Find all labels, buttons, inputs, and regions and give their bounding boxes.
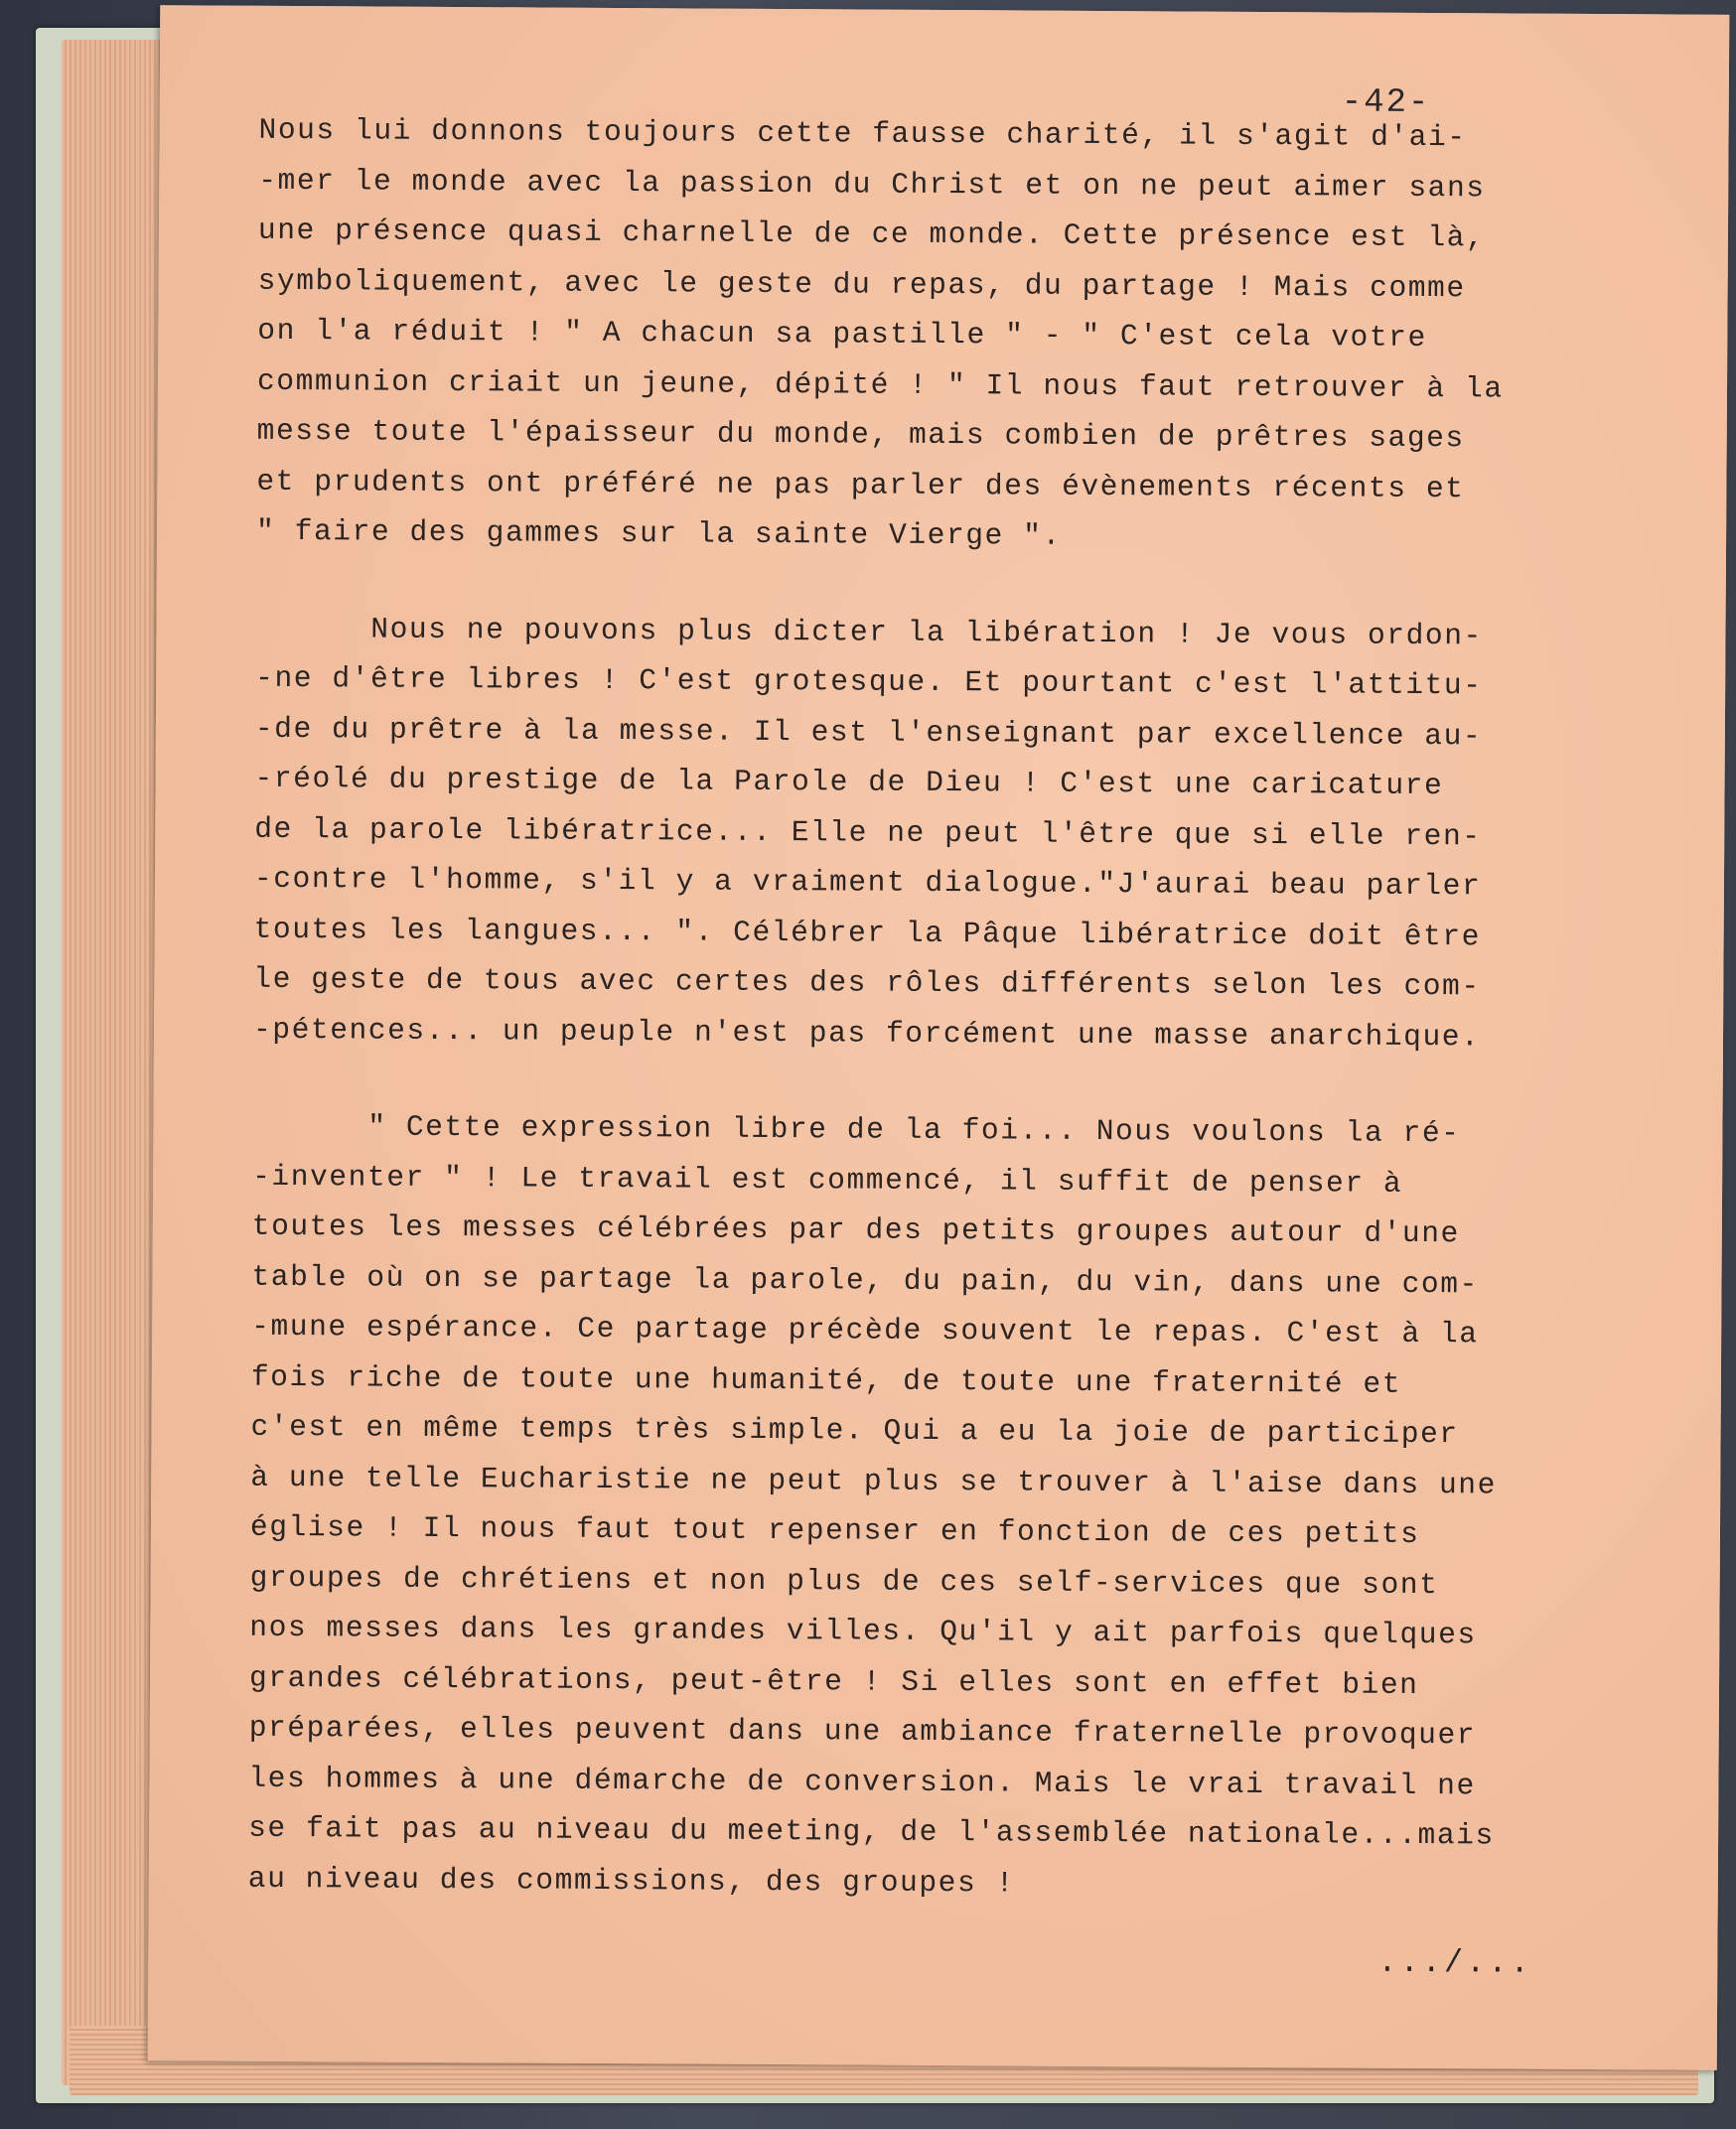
paragraph-3 <box>248 1101 1624 1912</box>
text-line: église ! Il nous faut tout repenser en fonction de ces petits <box>249 1509 1420 1551</box>
text-line: Nous ne pouvons plus dicter la libération ! Je vous ordon- <box>255 611 1483 652</box>
text-line: préparées, elles peuvent dans une ambiance fraternelle provoquer <box>248 1710 1477 1753</box>
text-line: -contre l'homme, s'il y a vraiment dialogue."J'aurai beau parler <box>253 861 1482 904</box>
page-number: -42- <box>1341 83 1431 123</box>
page-body <box>247 105 1629 1958</box>
text-line: et prudents ont préféré ne pas parler des évènements récents et <box>256 464 1465 505</box>
text-line: nos messes dans les grandes villes. Qu'il y ait parfois quelques <box>249 1610 1477 1652</box>
text-line: -ne d'être libres ! C'est grotesque. Et pourtant c'est l'attitu- <box>255 660 1483 703</box>
text-line: -pétences... un peuple n'est pas forcément une masse anarchique. <box>252 1012 1481 1054</box>
text-line: -réolé du prestige de la Parole de Dieu ! C'est une caricature <box>254 761 1444 803</box>
text-line: communion criait un jeune, dépité ! " Il nous faut retrouver à la <box>256 363 1504 405</box>
text-line: on l'a réduit ! " A chacun sa pastille " - " C'est cela votre <box>257 313 1427 355</box>
typewritten-page <box>148 5 1730 2070</box>
text-line: les hommes à une démarche de conversion. Mais le vrai travail ne <box>248 1761 1476 1802</box>
paragraph-2 <box>253 603 1627 1063</box>
text-line: symboliquement, avec le geste du repas, du partage ! Mais comme <box>257 263 1466 305</box>
text-line: fois riche de toute une humanité, de toute une fraternité et <box>250 1359 1402 1401</box>
text-line: toutes les messes célébrées par des petits groupes autour d'une <box>251 1208 1461 1251</box>
text-line: table où on se partage la parole, du pain, du vin, dans une com- <box>251 1259 1479 1301</box>
text-line: -mer le monde avec la passion du Christ et on ne peut aimer sans <box>258 163 1486 205</box>
text-line: grandes célébrations, peut-être ! Si elles sont en effet bien <box>248 1660 1419 1702</box>
text-line: -inventer " ! Le travail est commencé, il suffit de penser à <box>252 1159 1403 1201</box>
text-line: " faire des gammes sur la sainte Vierge ". <box>256 513 1062 553</box>
text-line: se fait pas au niveau du meeting, de l'assemblée nationale...mais <box>248 1810 1495 1853</box>
text-line: Nous lui donnons toujours cette fausse charité, il s'agit d'ai- <box>258 112 1467 155</box>
text-line: messe toute l'épaisseur du monde, mais combien de prêtres sages <box>256 413 1465 456</box>
text-line: " Cette expression libre de la foi... Nous voulons la ré- <box>252 1108 1461 1151</box>
text-line: au niveau des commissions, des groupes ! <box>247 1861 1016 1900</box>
text-line: une présence quasi charnelle de ce monde. Cette présence est là, <box>257 213 1486 255</box>
text-line: -de du prêtre à la messe. Il est l'enseignant par excellence au- <box>254 711 1483 753</box>
text-line: toutes les langues... ". Célébrer la Pâque libératrice doit être <box>253 912 1482 953</box>
text-line: à une telle Eucharistie ne peut plus se trouver à l'aise dans une <box>250 1460 1498 1501</box>
text-line: groupes de chrétiens et non plus de ces self-services que sont <box>249 1560 1439 1602</box>
continuation-mark: .../... <box>1377 1943 1532 1982</box>
text-line: c'est en même temps très simple. Qui a eu la joie de participer <box>250 1409 1459 1452</box>
text-line: -mune espérance. Ce partage précède souvent le repas. C'est à la <box>251 1309 1479 1351</box>
text-line: le geste de tous avec certes des rôles différents selon les com- <box>253 961 1481 1004</box>
paragraph-1 <box>256 105 1630 565</box>
text-line: de la parole libératrice... Elle ne peut l'être que si elle ren- <box>254 811 1482 853</box>
